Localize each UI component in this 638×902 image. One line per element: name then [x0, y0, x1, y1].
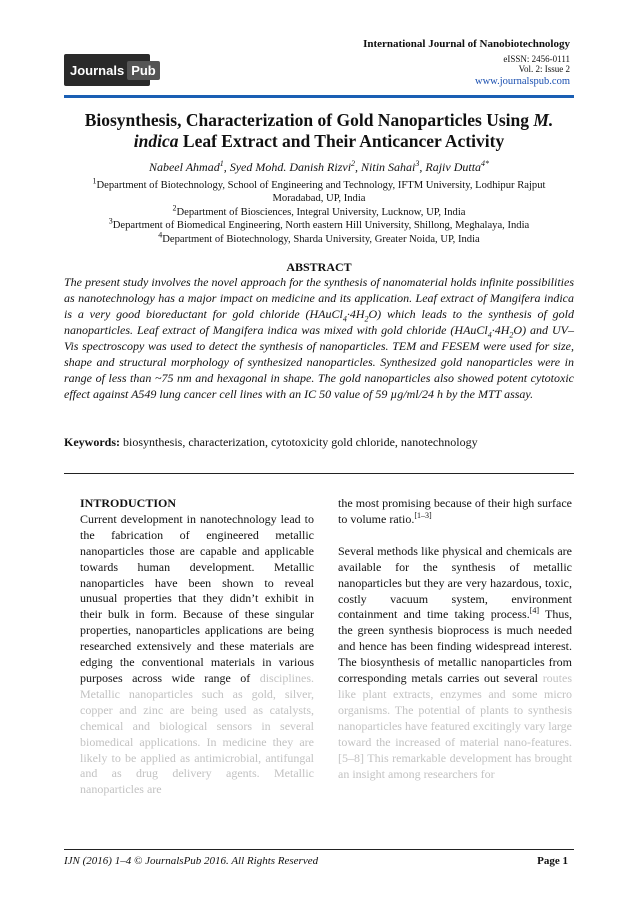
intro-right-text-1: the most promising because of their high surface to volume ratio. [338, 496, 572, 526]
intro-paragraph [80, 512, 314, 798]
intro-right-paragraph-2 [338, 544, 572, 783]
journal-name: International Journal of Nanobiotechnology [363, 38, 570, 50]
intro-right-text-2b: Thus, the green synthesis bioprocess is much needed and hence has been finding widespread interest. The biosynthesis of metallic nanoparticles from corresponding metals carries out several [338, 607, 572, 686]
page-number: Page 1 [537, 855, 568, 867]
journal-url-link[interactable]: www.journalspub.com [475, 76, 570, 87]
intro-right-text-2a: Several methods like physical and chemicals are available for the synthesis of metallic nanoparticles but they are very hazardous, toxic, costly vacuum system, environment containment and time taking process. [338, 543, 572, 622]
footer-citation: IJN (2016) 1–4 © JournalsPub 2016. All Rights Reserved [64, 855, 319, 867]
affiliation-3: $^3$Department of Biomedical Engineering, North eastern Hill University, Shillong, Meghalaya, India [108, 216, 530, 232]
citation-4: [4] [529, 606, 540, 616]
intro-right-paragraph-1 [338, 496, 572, 528]
affiliation-4: $^4$Department of Biotechnology, Sharda University, Greater Noida, UP, India [158, 230, 480, 245]
author-list: Nabeel Ahmad$^1$, Syed Mohd. Danish Rizvi$^2$, Nitin Sahai$^3$, Rajiv Dutta$^{4*}$ [148, 159, 490, 174]
journalspub-logo [64, 54, 156, 86]
logo-text: Journals [70, 62, 125, 78]
citation-1-3: [1–3] [414, 510, 432, 520]
eissn: eISSN: 2456-0111 [503, 54, 570, 64]
intro-left-faded-text: disciplines. Metallic nanoparticles such as gold, silver, copper and zinc are being used as catalysts, chemical and biological sensors in several biomedical applications. In medicine they are likely to be applied as antimicrobial, antifungal and as drug delivery agents. Metallic nanoparticles are [80, 670, 315, 797]
header-rule [64, 95, 574, 98]
intro-left-text: Current development in nanotechnology lead to the fabrication of engineered metallic nanoparticles those are capable and applicable towards human development. Metallic nanoparticles have been shown to reveal unusual properties that they didn’t exhibit in their bulk in form. Because of these singular properties, nanoparticles applications are being researched extensively and these materials are edging the conventional materials in various purposes across wide range of [80, 511, 314, 685]
intro-right-faded-text: routes like plant extracts, enzymes and some micro organisms. The potential of plants to synthesis nanoparticles have featured excitingly vary large toward the increased of material nano-features.[5–8] This remarkable development has brought an insight among researchers for [338, 671, 573, 781]
left-column [80, 496, 314, 798]
introduction-heading: INTRODUCTION [80, 496, 177, 510]
logo-pub-text: Pub [127, 61, 160, 80]
affiliation-2: $^2$Department of Biosciences, Integral University, Lucknow, UP, India [172, 203, 466, 218]
keywords-text: biosynthesis, characterization, cytotoxicity gold chloride, nanotechnology [123, 435, 478, 449]
keywords [64, 435, 574, 450]
abstract-heading: ABSTRACT [286, 260, 352, 274]
keywords-label: Keywords: [64, 435, 120, 449]
footer-rule [64, 849, 574, 850]
affiliations [70, 176, 568, 246]
section-rule [64, 473, 574, 474]
volume-issue: Vol. 2: Issue 2 [518, 64, 570, 74]
affiliation-1: $^1$Department of Biotechnology, School of Engineering and Technology, IFTM University, Lodhipur Rajput Moradabad, UP, India [92, 176, 546, 205]
paper-title: Biosynthesis, Characterization of Gold Nanoparticles Using M. indica Leaf Extract and Their Anticancer Activity [84, 110, 554, 151]
abstract-text: The present study involves the novel approach for the synthesis of nanomaterial holds infinite possibilities as nanotechnology has a major impact on medicine and its application. Leaf extract of Mangifera indica is a very good bioreductant for gold chloride $(HAuCl_4\cdot 4H_2O)$ which leads to the synthesis of gold nanoparticles. Leaf extract of Mangifera indica was mixed with gold chloride $(HAuCl_4\cdot 4H_2O)$ and UV–Vis spectroscopy was used to detect the synthesis of nanoparticles. TEM and FESEM were used for size, shape and structural morphology of synthesized nanoparticles. Synthesized gold nanoparticles were in range of less than ~75 nm and hexagonal in shape. The gold nanoparticles also showed potent cytotoxic effect against A549 lung cancer cell lines with an IC 50 value of 59 µg/ml/24 h by the MTT assay. [64, 275, 574, 401]
right-column [338, 496, 572, 782]
